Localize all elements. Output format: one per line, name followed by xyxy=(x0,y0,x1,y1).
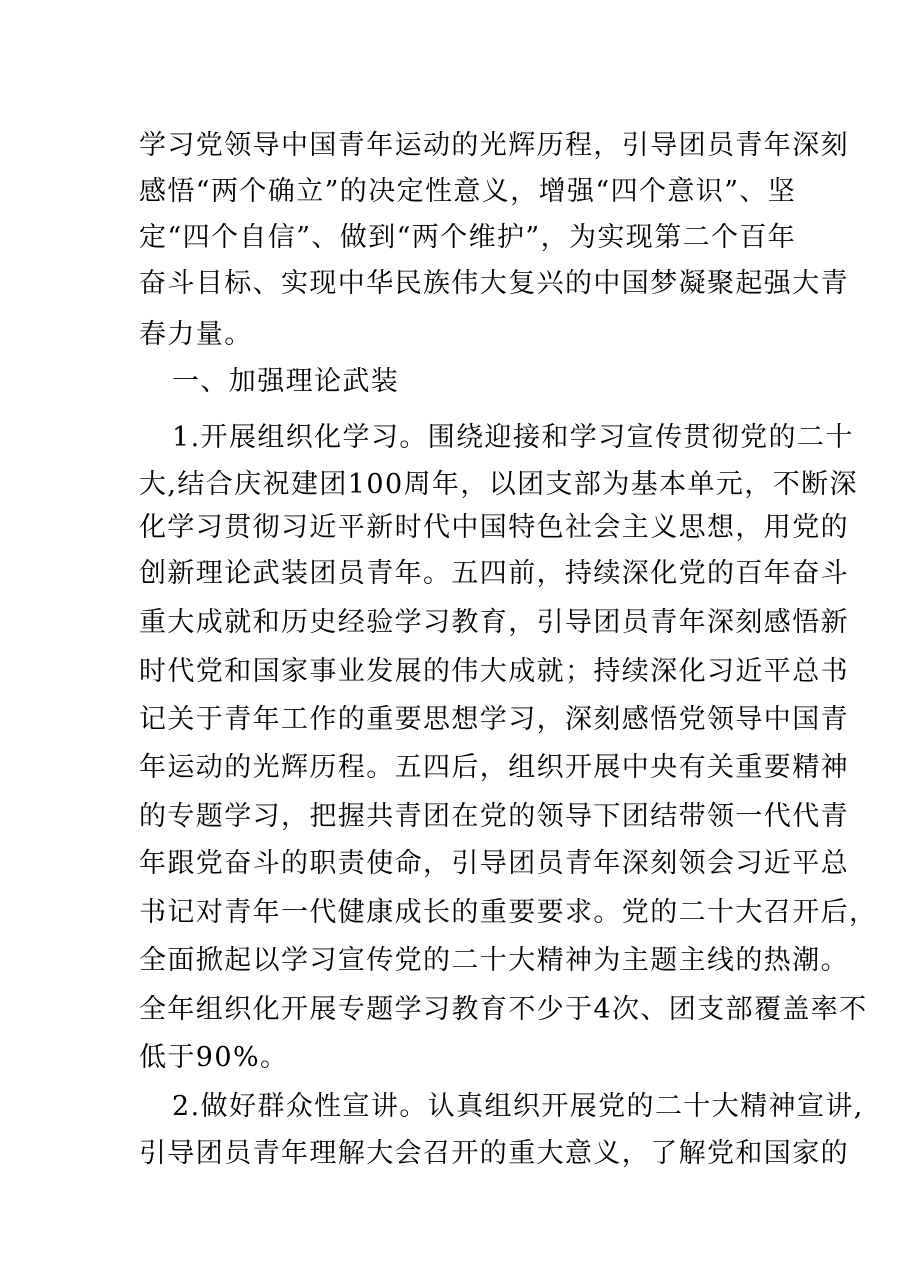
section-heading: 一、加强理论武装 xyxy=(172,366,400,397)
body-text-line: 记关于青年工作的重要思想学习，深刻感悟党领导中国青 xyxy=(139,704,849,735)
body-text-line: 年跟党奋斗的职责使命，引导团员青年深刻领会习近平总 xyxy=(139,848,849,879)
body-text-line: 1.开展组织化学习。围绕迎接和学习宣传贯彻党的二十 xyxy=(172,422,854,453)
body-text-line: 年运动的光辉历程。五四后，组织开展中央有关重要精神 xyxy=(139,752,849,783)
body-text-line: 全年组织化开展专题学习教育不少于4次、团支部覆盖率不 xyxy=(139,994,868,1025)
body-text-line: 低于90%。 xyxy=(139,1042,289,1073)
body-text-line: 重大成就和历史经验学习教育，引导团员青年深刻感悟新 xyxy=(139,607,849,638)
body-text-line: 学习党领导中国青年运动的光辉历程，引导团员青年深刻 xyxy=(139,130,849,161)
body-text-line: 感悟“两个确立”的决定性意义，增强“四个意识”、坚 xyxy=(139,176,797,207)
body-text-line: 化学习贯彻习近平新时代中国特色社会主义思想，用党的 xyxy=(139,512,849,543)
body-text-line: 大,结合庆祝建团100周年，以团支部为基本单元，不断深 xyxy=(139,469,858,500)
body-text-line: 的专题学习，把握共青团在党的领导下团结带领一代代青 xyxy=(139,801,849,832)
body-text-line: 书记对青年一代健康成长的重要要求。党的二十大召开后， xyxy=(139,897,878,928)
body-text-line: 引导团员青年理解大会召开的重大意义，了解党和国家的 xyxy=(139,1138,849,1169)
body-text-line: 全面掀起以学习宣传党的二十大精神为主题主线的热潮。 xyxy=(139,945,849,976)
body-text-line: 春力量。 xyxy=(139,319,253,350)
body-text-line: 奋斗目标、实现中华民族伟大复兴的中国梦凝聚起强大青 xyxy=(139,268,849,299)
body-text-line: 2.做好群众性宣讲。认真组织开展党的二十大精神宣讲, xyxy=(172,1091,864,1122)
body-text-line: 创新理论武装团员青年。五四前，持续深化党的百年奋斗 xyxy=(139,558,849,589)
body-text-line: 定“四个自信”、做到“两个维护”，为实现第二个百年 xyxy=(139,222,797,253)
body-text-line: 时代党和国家事业发展的伟大成就；持续深化习近平总书 xyxy=(139,656,849,687)
